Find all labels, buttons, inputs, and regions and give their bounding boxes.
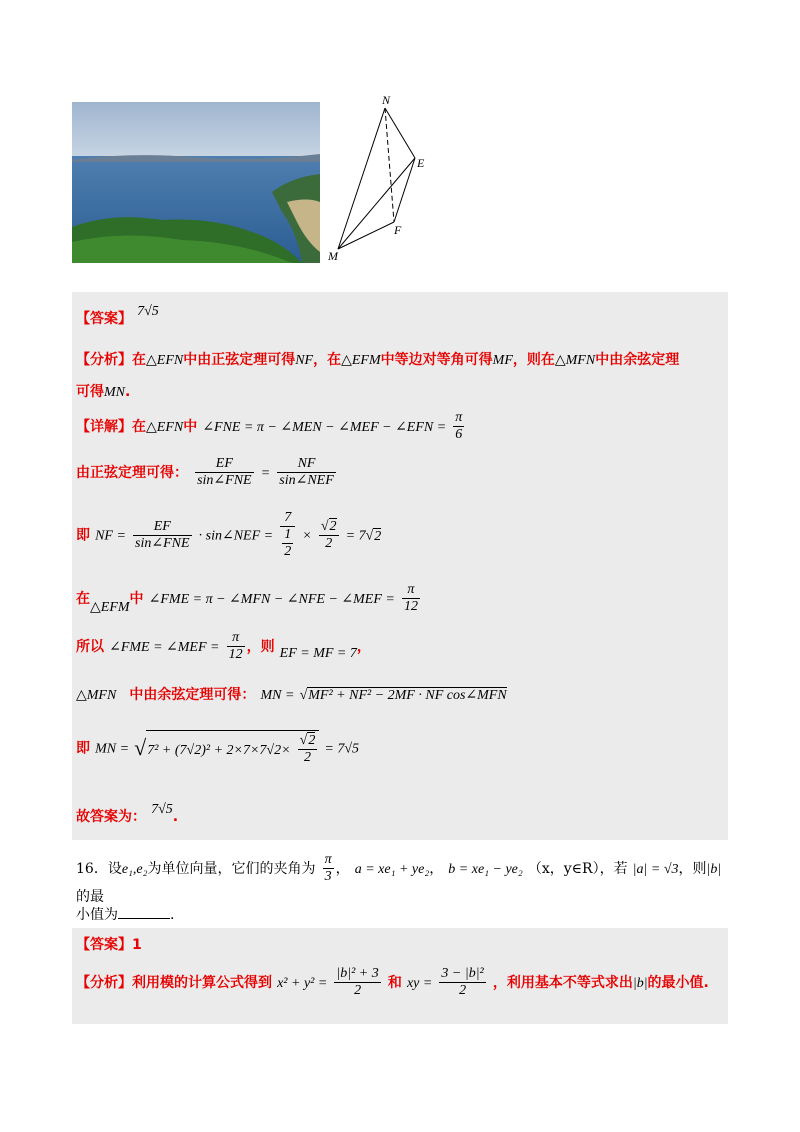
answer-value: 7√5 [137,304,159,319]
denominator: 2 [284,544,292,559]
abs-b: |b| [632,976,648,991]
segment-mn: MN [104,385,125,400]
therefore-line [76,798,179,825]
ji-label: 即 [76,740,90,757]
equation-fne: ∠FNE = π − ∠MEN − ∠MEF − ∠EFN = [202,420,447,435]
question-text: ，若 [599,861,628,877]
denominator: 12 [403,599,418,614]
answer-tag: 【答案】 [76,311,132,327]
label-e: E [417,156,425,170]
cosine-law-label: 中由余弦定理可得： [129,687,256,703]
fraction-pi-12 [402,582,420,615]
efm-line [76,582,422,615]
analysis-text: 在 [132,352,146,368]
therefore-label: 故答案为： [76,809,146,825]
sqrt-expression: √MF² + NF² − 2MF · NF cos∠MFN [299,688,507,703]
q15-analysis [76,344,726,408]
denominator: 2 [459,983,467,998]
geometry-figure [326,92,436,267]
denominator: 6 [455,427,463,442]
fraction-sqrt2-2 [319,519,339,552]
denominator [280,527,295,560]
suoyi-label: 所以 [76,639,104,655]
numerator: EF [195,456,254,473]
denominator: 3 [324,869,332,884]
fraction-pi-6 [453,410,464,443]
question-text: 的最 [76,889,104,905]
xy-domain: （x，y∈R） [527,861,600,877]
q16-question: 16．设e₁,e₂为单位向量，它们的夹角为 $\frac{\pi}{3}$ ， a = xe₁ + ye₂， b = xe₁ − ye₂ （x，y∈R），若 |a| = √3，则|b|的最 [76,852,722,905]
zhong-label: 中 [129,591,144,607]
triangle-mfn: △MFN [554,353,596,368]
therefore-value: 7√5 [151,802,173,817]
sine-law-label: 由正弦定理可得： [76,465,188,481]
denominator: sin∠FNE [197,473,252,488]
detail-line-1 [76,410,466,443]
fraction-pi-12 [227,630,245,663]
detail-text: 在 [132,419,146,435]
comma: ， [356,639,371,655]
equals: = [260,466,271,481]
triangle-efm: △EFM [341,353,381,368]
analysis-text: 中由余弦定理 [595,352,680,368]
question-text: . [170,907,175,923]
long-expression: 7² + (7√2)² + 2×7×7√2× [147,743,291,758]
period: . [172,809,179,825]
sqrt-long-body [146,730,319,766]
label-n: N [382,93,391,107]
analysis-text: ，在 [313,352,342,368]
abs-a: |a| = √3 [632,862,679,877]
detail-text: 中 [183,419,198,435]
he-label: 和 [387,975,402,991]
sqrt-symbol: √2 [365,528,382,544]
detail-tag: 【详解】 [76,419,132,435]
mn-eq: MN = [95,741,130,757]
dot-sin-nef: · sin∠NEF = [198,528,274,544]
question-text: 设 [107,861,122,877]
vector-b-eq: b = xe₁ − ye₂ [448,862,523,877]
q16-analysis-line [76,966,709,999]
analysis-text: 中由正弦定理可得 [183,352,296,368]
numerator: π [324,852,332,867]
mn-computed-line [76,730,359,766]
fraction-nf-sin [277,456,336,489]
cosine-law-line [76,684,507,704]
sine-law-line [76,456,338,489]
fraction-b2-plus-3 [334,966,380,999]
ji-label: 即 [76,527,90,544]
numerator: EF [133,519,192,536]
zai-label: 在 [76,591,90,607]
analysis-tag: 【分析】 [76,975,132,991]
question-text: 为单位向量，它们的夹角为 [147,861,316,877]
q16-question-line-2 [76,904,174,924]
numerator: |b|² + 3 [336,966,379,981]
numerator: π [402,582,420,599]
analysis-text: 中等边对等角可得 [380,352,493,368]
times: × [302,528,312,544]
x2-y2-eq: x² + y² = [277,976,328,991]
numerator: √2 [299,733,316,748]
q16-answer-line [76,934,142,954]
denominator: 2 [354,983,362,998]
numerator: π [455,410,463,425]
q15-answer-line [76,300,159,327]
analysis-tag: 【分析】 [76,352,132,368]
fme-mef-line [76,630,371,663]
denominator: 12 [228,647,243,662]
numerator: 7 [280,510,295,527]
triangle-efm: △EFM [90,600,130,615]
sqrt-long: √ [134,735,147,760]
equation-ef-mf: EF = MF = 7 [279,646,357,661]
denominator: sin∠FNE [135,535,190,551]
radicand: 2 [329,518,337,534]
fraction-3-minus-b2 [439,966,485,999]
label-f: F [394,223,402,237]
result-coef: = 7 [345,528,366,544]
label-m: M [328,249,338,263]
mn-eq: MN = [260,688,295,703]
denominator: sin∠NEF [279,473,334,488]
answer-tag: 【答案】 [76,937,132,953]
ze-label: ，则 [246,639,275,655]
equation-fme: ∠FME = π − ∠MFN − ∠NFE − ∠MEF = [148,592,395,607]
radicand: MF² + NF² − 2MF · NF cos∠MFN [308,688,507,703]
analysis-text: 利用模的计算公式得到 [132,975,272,991]
triangle-mfn: △MFN [76,688,117,703]
segment-nf: NF [295,353,314,368]
analysis-text: 的最小值. [647,975,709,991]
analysis-text: ，利用基本不等式求出 [492,975,633,991]
vectors-e1-e2: e₁,e₂ [121,862,148,877]
triangle-efn: △EFN [146,420,184,435]
denominator: 2 [325,535,333,551]
equation-fme-mef: ∠FME = ∠MEF = [109,640,220,655]
numerator: √2 [320,518,337,534]
question-text: 小值为 [76,907,118,923]
radicand: 2 [374,528,382,544]
fraction-pi-3 [323,852,334,885]
segment-mf: MF [492,353,513,368]
vector-a-eq: a = xe₁ + ye₂ [354,862,430,877]
xy-eq: xy = [406,976,433,991]
analysis-text: . [125,384,131,400]
radicand: 2 [308,733,316,748]
numerator: 3 − |b|² [441,966,484,981]
triangle-efn: △EFN [146,353,184,368]
fraction-sqrt2-2 [298,733,318,766]
abs-b: |b| [706,862,722,877]
nf-eq: NF = [95,528,126,544]
numerator: π [227,630,245,647]
question-number: 16． [76,861,108,877]
numerator: 1 [284,527,292,542]
fraction-ef-sin [195,456,254,489]
question-text: ，则 [678,861,707,877]
nf-equation-line [76,510,381,560]
denominator: 2 [303,750,311,765]
fraction-ef-sinfne [133,519,192,552]
analysis-text: ，则在 [512,352,555,368]
fraction-7-over-half [280,510,295,560]
lake-photo [72,102,320,263]
answer-blank [118,906,170,919]
answer-value: 1 [132,937,142,953]
analysis-text: 可得 [76,384,104,400]
final-eq: = 7√5 [324,741,360,757]
numerator: NF [277,456,336,473]
